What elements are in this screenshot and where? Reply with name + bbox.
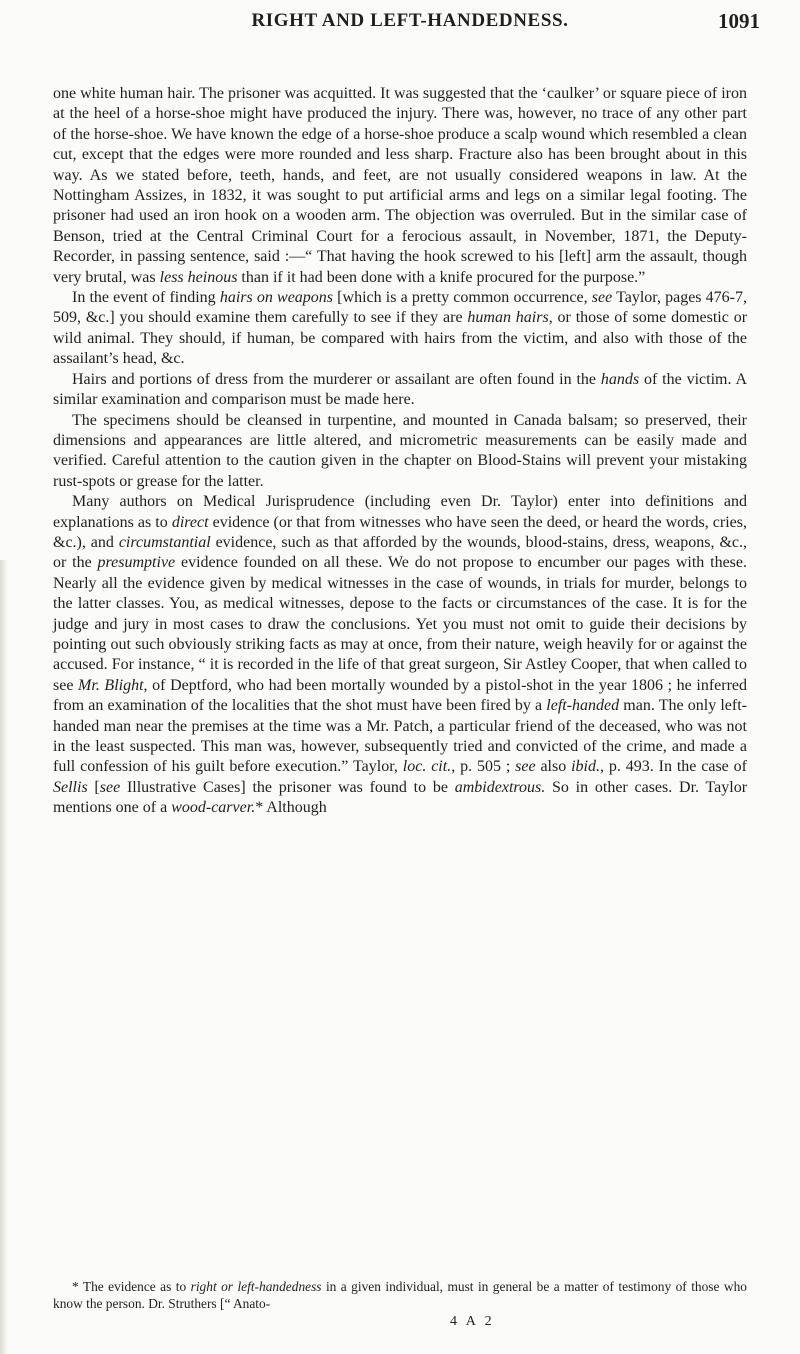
emphasis: left-handed [546, 697, 620, 715]
emphasis: see [591, 289, 613, 307]
emphasis: ambidextrous. [454, 778, 546, 796]
text-run: The specimens should be cleansed in turpentine, and mounted in Canada balsam; so preserved, their dimensions and appearances are little altered, and micrometric measurements can be easily made and verified. Careful attention to the caution given in the chapter on Blood-Stains will prevent your mistaking rust-spots or grease for the latter. [53, 411, 747, 490]
emphasis: direct [171, 513, 209, 531]
paragraph [53, 370, 747, 411]
text-run: than if it had been done with a knife procured for the purpose.” [237, 268, 646, 286]
text-run: * The evidence as to [72, 1279, 191, 1294]
text-run: evidence founded on all these. We do not propose to encumber our pages with these. Nearly all the evidence given by medical witnesses in the case of wounds, in trials for murder, belongs to the latter classes. You, as medical witnesses, depose to the facts or circumstances of the case. It is for the judge and jury in most cases to draw the conclusions. Yet you must not omit to guide their decisions by pointing out such obviously striking facts as may at once, from their nature, weigh heavily for or against the accused. For instance, “ it is recorded in the life of that great surgeon, Sir Astley Cooper, that when called to see [53, 554, 748, 694]
emphasis: Sellis [53, 778, 88, 796]
text-run: Many authors on Medical Jurisprudence (including even Dr. Taylor) enter into definitions and explanations as to [53, 493, 747, 531]
footnote [53, 1278, 747, 1312]
paragraph [53, 84, 747, 288]
emphasis: hairs on weapons [219, 289, 334, 307]
body-text [53, 84, 747, 819]
emphasis: circumstantial [118, 533, 211, 551]
text-run: , or those of some domestic or wild animal. They should, if human, be compared with hairs from the victim, and also with those of the assailant’s head, &c. [53, 309, 748, 368]
text-run: also [535, 758, 572, 776]
binding-shadow [0, 560, 8, 1354]
paragraph [53, 288, 747, 370]
text-run: evidence (or that from witnesses who have seen the deed, or heard the words, cries, &c.), and [53, 513, 747, 551]
text-run: evidence, such as that afforded by the wounds, blood-stains, dress, weapons, &c., or the [53, 533, 747, 572]
emphasis: see [515, 758, 536, 776]
emphasis: human hairs [467, 309, 549, 327]
text-run: , p. 505 ; [451, 758, 516, 776]
emphasis: wood-carver. [171, 799, 256, 817]
text-run: , p. 493. In the case of [600, 758, 747, 776]
emphasis: ibid. [571, 758, 600, 776]
text-run: man. The only left-handed man near the premises at the time was a Mr. Patch, a particular friend of the deceased, who was not in the least suspected. This man was, however, subsequently tried and convicted of the crime, and made a full confession of his guilt before execution.” Taylor, [53, 697, 747, 776]
text-run: in a given individual, must in general be a matter of testimony of those who know the person. Dr. Struthers [“ Anato- [53, 1279, 747, 1311]
paragraph [53, 492, 747, 819]
text-run: So in other cases. Dr. Taylor mentions one of a [53, 778, 748, 817]
emphasis: Mr. Blight [78, 676, 144, 694]
emphasis: less heinous [159, 268, 238, 286]
text-run: of the victim. A similar examination and comparison must be made here. [53, 370, 747, 409]
page-header [60, 6, 760, 36]
text-run: Hairs and portions of dress from the murderer or assailant are often found in the [72, 370, 601, 388]
text-run: * Although [255, 799, 327, 817]
emphasis: hands [600, 370, 640, 388]
text-run: Illustrative Cases] the prisoner was found to be [120, 778, 455, 796]
text-run: [which is a pretty common occurrence, [333, 289, 592, 307]
running-title: RIGHT AND LEFT-HANDEDNESS. [251, 10, 569, 31]
text-run: Taylor, pages 476-7, 509, &c.] you should examine them carefully to see if they are [53, 289, 748, 327]
text-run: , of Deptford, who had been mortally wounded by a pistol-shot in the year 1806 ; he inferred from an examination of the localities that the shot must have been fired by a [53, 676, 748, 715]
emphasis: presumptive [97, 554, 176, 572]
signature-mark: 4 A 2 [450, 1314, 495, 1329]
emphasis: right or left-handedness [190, 1279, 322, 1294]
paragraph [53, 411, 747, 493]
text-run: [ [87, 778, 100, 796]
page-number: 1091 [718, 9, 760, 33]
text-run: one white human hair. The prisoner was acquitted. It was suggested that the ‘caulker’ or square piece of iron at the heel of a horse-shoe might have produced the injury. There was, however, no trace of any other part of the horse-shoe. We have known the edge of a horse-shoe produce a scalp wound which resembled a clean cut, except that the edges were more rounded and less sharp. Fracture also has been brought about in this way. As we stated before, teeth, hands, and feet, are not usually considered weapons in law. At the Nottingham Assizes, in 1832, it was sought to put artificial arms and legs on a similar legal footing. The prisoner had used an iron hook on a wooden arm. The objection was overruled. But in the similar case of Benson, tried at the Central Criminal Court for a ferocious assault, in November, 1871, the Deputy-Recorder, in passing sentence, said :—“ That having the hook screwed to his [left] arm the assault, though very brutal, was [53, 85, 747, 286]
emphasis: loc. cit. [402, 758, 452, 776]
emphasis: see [99, 778, 121, 796]
text-run: In the event of finding [72, 289, 220, 307]
